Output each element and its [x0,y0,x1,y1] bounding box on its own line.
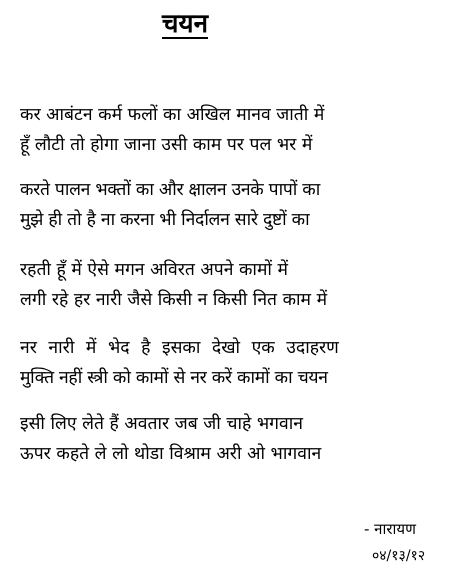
poem-title: चयन [161,9,209,39]
stanza-2 [20,175,448,235]
poem-line: हूँ लौटी तो होगा जाना उसी काम पर पल भर में [20,135,313,155]
poem-line: इसी लिए लेते हैं अवतार जब जी चाहे भगवान [20,414,303,434]
stanza-3 [20,255,448,315]
poem-line: रहती हूँ में ऐसे मगन अविरत अपने कामों में [20,260,288,280]
stanza-1 [20,100,448,160]
poem-line: नर नारी में भेद है इसका देखो एक उदाहरण [20,338,339,358]
poem-line: ऊपर कहते ले लो थोडा विश्राम अरी ओ भागवान [20,444,322,464]
poem-date: ०४/१३/१२ [372,548,426,564]
stanza-4 [20,333,448,393]
poem-line: करते पालन भक्तों का और क्षालन उनके पापों का [20,180,320,200]
stanza-5 [20,409,448,469]
poem-line: लगी रहे हर नारी जैसे किसी न किसी नित काम में [20,290,328,310]
author-signature: - नारायण [364,520,416,538]
poem-line: कर आबंटन कर्म फलों का अखिल मानव जाती में [20,105,325,125]
poem-line: मुक्ति नहीं स्त्री को कामों से नर करें कामों का चयन [20,368,328,388]
poem-line: मुझे ही तो है ना करना भी निर्दालन सारे दुष्टों का [20,210,310,230]
